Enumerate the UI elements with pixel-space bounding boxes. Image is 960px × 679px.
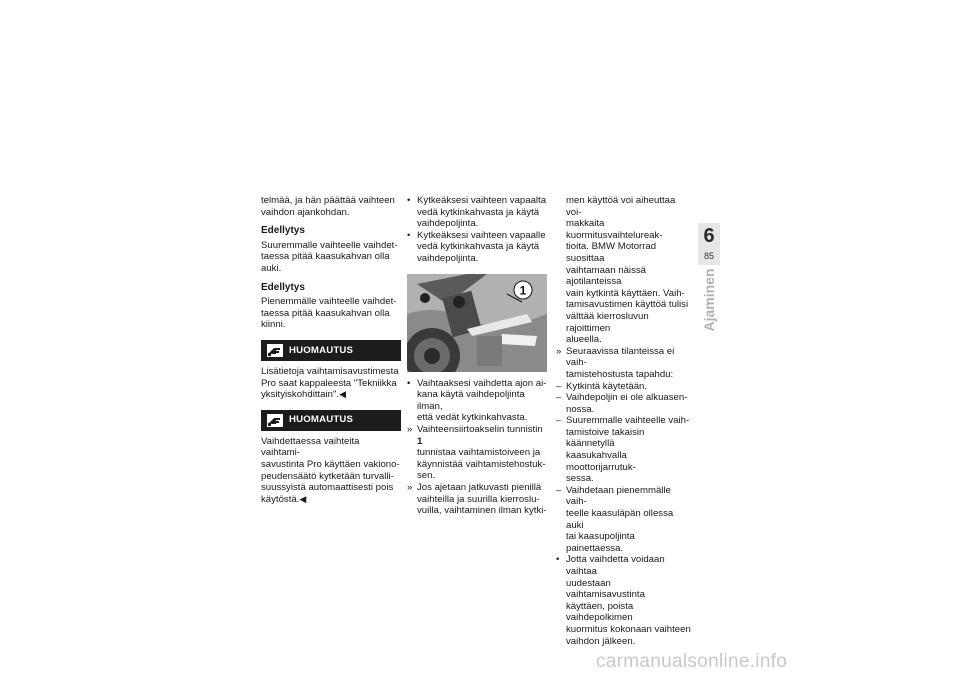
dash-marker: – bbox=[556, 380, 562, 392]
list-item-line-text: Vaihteensiirtoakselin tunnistin bbox=[417, 423, 543, 435]
list-item bbox=[407, 482, 547, 517]
list-item-line bbox=[417, 424, 547, 447]
list-item-line: Vaihdepoljin ei ole alkuasen- bbox=[566, 392, 688, 404]
list-item-line: Seuraavissa tilanteissa ei vaih- bbox=[566, 345, 675, 369]
paragraph-line: makkaita kuormitusvaihtelureak- bbox=[566, 218, 663, 241]
list-item-line: vaihdon jälkeen. bbox=[566, 635, 636, 647]
list-item-line: että vedät kytkinkahvasta. bbox=[417, 412, 528, 424]
list-item-line: vedä kytkinkahvasta ja käytä bbox=[417, 241, 540, 253]
list-item-line: vaihdepoljinta. bbox=[417, 252, 479, 264]
column-1 bbox=[261, 195, 401, 505]
note-2-line-2: savustinta Pro käyttäen vakiono- bbox=[261, 458, 400, 470]
paragraph-line: tamisavustimen käyttöä tulisi bbox=[566, 299, 689, 311]
note-2-line-5 bbox=[261, 494, 401, 506]
list-item-line: vedä kytkinkahvasta ja käytä bbox=[417, 206, 540, 218]
note-1-line-2: Pro saat kappaleesta "Tekniikka bbox=[261, 377, 397, 389]
column-2 bbox=[407, 195, 547, 517]
list-item-line: teelle kaasuläpän ollessa auki bbox=[566, 508, 674, 531]
condition-text-2-line-1: Pienemmälle vaihteelle vaihdet- bbox=[261, 296, 397, 308]
list-item bbox=[407, 424, 547, 482]
list-item-line: kuormitus kokonaan vaihteen bbox=[566, 623, 691, 635]
bullet-marker: • bbox=[407, 229, 411, 241]
note-label-2: HUOMAUTUS bbox=[289, 414, 354, 426]
list-item-line: Kytkintä käytetään. bbox=[566, 380, 648, 392]
result-marker: » bbox=[407, 481, 413, 493]
paragraph-line: tioita. BMW Motorrad suosittaa bbox=[566, 241, 657, 264]
list-item-line: Jotta vaihdetta voidaan vaihtaa bbox=[566, 554, 665, 577]
list-item-line: sen. bbox=[417, 470, 436, 482]
list-item-line: vaihteilla ja suurilla kierroslu- bbox=[417, 493, 540, 505]
list-item-line: Vaihtaaksesi vaihdetta ajon ai- bbox=[417, 377, 547, 389]
note-2-line-4: suussyistä automaattisesti pois bbox=[261, 482, 394, 494]
list-item bbox=[556, 554, 692, 647]
chapter-title-vertical: Ajaminen bbox=[701, 268, 717, 332]
note-hand-icon bbox=[267, 414, 283, 427]
note-banner-2 bbox=[261, 410, 401, 431]
bullet-marker: • bbox=[556, 554, 560, 566]
paragraph-line: vaihtamaan näissä ajotilanteissa bbox=[566, 264, 646, 288]
condition-heading-2: Edellytys bbox=[261, 281, 305, 293]
list-item bbox=[556, 392, 692, 415]
paragraph-line: vain kytkintä käyttäen. Vaih- bbox=[566, 287, 685, 299]
paragraph-line: men käyttöä voi aiheuttaa voi- bbox=[566, 195, 676, 218]
list-item-line: kana käytä vaihdepoljinta ilman, bbox=[417, 389, 525, 412]
list-item bbox=[407, 195, 547, 230]
list-item bbox=[556, 346, 692, 381]
list-item-line: Kytkeäksesi vaihteen vapaalle bbox=[417, 229, 546, 241]
gear-pedal-photo-drawing bbox=[407, 274, 547, 372]
list-item-line: uudestaan vaihtamisavustinta bbox=[566, 577, 645, 601]
list-item-line: vuilla, vaihtaminen ilman kytki- bbox=[417, 505, 547, 517]
condition-text-2-line-3: kiinni. bbox=[261, 319, 286, 331]
list-item-line: sessa. bbox=[566, 473, 594, 485]
gear-pedal-photo bbox=[407, 274, 547, 372]
list-item-line: tunnistaa vaihtamistoiveen ja bbox=[417, 447, 541, 459]
list-item bbox=[407, 378, 547, 424]
list-item-line: käyttäen, poista vaihdepolkimen bbox=[566, 600, 634, 624]
condition-heading-1: Edellytys bbox=[261, 225, 305, 237]
bullet-marker: • bbox=[407, 195, 411, 206]
list-item-line: käynnistää vaihtamistehostuk- bbox=[417, 458, 546, 470]
photo-callout-1: 1 bbox=[519, 283, 527, 298]
condition-text-1-line-1: Suuremmalle vaihteelle vaihdet- bbox=[261, 239, 398, 251]
list-item-line: Kytkeäksesi vaihteen vapaalta bbox=[417, 195, 547, 206]
chapter-tab bbox=[698, 223, 720, 265]
result-marker: » bbox=[556, 345, 562, 357]
intro-line-2: vaihdon ajankohdan. bbox=[261, 206, 350, 218]
paragraph-line: alueella. bbox=[566, 334, 602, 346]
note-banner-1 bbox=[261, 340, 401, 361]
list-item-line: tamistoive takaisin käännetyllä bbox=[566, 426, 645, 450]
list-item bbox=[556, 415, 692, 485]
column-3 bbox=[556, 195, 692, 647]
page-number: 85 bbox=[703, 251, 714, 261]
dash-marker: – bbox=[556, 415, 562, 427]
note-1-line-1: Lisätietoja vaihtamisavustimesta bbox=[261, 365, 399, 377]
note-1-line-3-text: yksityiskohdittain". bbox=[261, 389, 340, 401]
list-item-line: nossa. bbox=[566, 403, 595, 415]
continued-paragraph bbox=[556, 195, 692, 346]
list-item-line: tamistehostusta tapahdu: bbox=[566, 368, 674, 380]
note-2-line-5-text: käytöstä. bbox=[261, 493, 300, 505]
reference-number: 1 bbox=[417, 435, 423, 447]
end-marker-icon: ◀ bbox=[339, 389, 346, 400]
list-item bbox=[407, 230, 547, 265]
end-marker-icon: ◀ bbox=[299, 493, 307, 504]
list-item-line: kaasukahvalla moottorijarrutuk- bbox=[566, 450, 636, 473]
note-1-line-3 bbox=[261, 389, 401, 401]
list-item-line: Jos ajetaan jatkuvasti pienillä bbox=[417, 481, 542, 493]
chapter-number: 6 bbox=[703, 225, 715, 247]
watermark-text: carmanualsonline.info bbox=[596, 651, 788, 672]
list-item bbox=[556, 485, 692, 555]
list-item-line: Suuremmalle vaihteelle vaih- bbox=[566, 415, 690, 427]
condition-text-2-line-2: taessa pitää kaasukahvan olla bbox=[261, 307, 390, 319]
list-item bbox=[556, 381, 692, 393]
intro-line-1: telmää, ja hän päättää vaihteen bbox=[261, 195, 395, 206]
condition-text-1-line-3: auki. bbox=[261, 262, 282, 274]
bullet-marker: • bbox=[407, 377, 411, 389]
dash-marker: – bbox=[556, 392, 562, 404]
condition-text-1-line-2: taessa pitää kaasukahvan olla bbox=[261, 251, 390, 263]
list-item-line: tai kaasupoljinta painettaessa. bbox=[566, 531, 635, 554]
note-label-1: HUOMAUTUS bbox=[289, 344, 354, 356]
note-2-line-1: Vaihdettaessa vaihteita vaihtami- bbox=[261, 435, 360, 459]
note-2-line-3: peudensäätö kytketään turvalli- bbox=[261, 470, 394, 482]
list-item-line: Vaihdetaan pienemmälle vaih- bbox=[566, 484, 671, 508]
paragraph-line: välttää kierrosluvun rajoittimen bbox=[566, 310, 649, 334]
dash-marker: – bbox=[556, 484, 562, 496]
note-hand-icon bbox=[267, 344, 283, 357]
result-marker: » bbox=[407, 423, 413, 435]
list-item-line: vaihdepoljinta. bbox=[417, 218, 479, 230]
